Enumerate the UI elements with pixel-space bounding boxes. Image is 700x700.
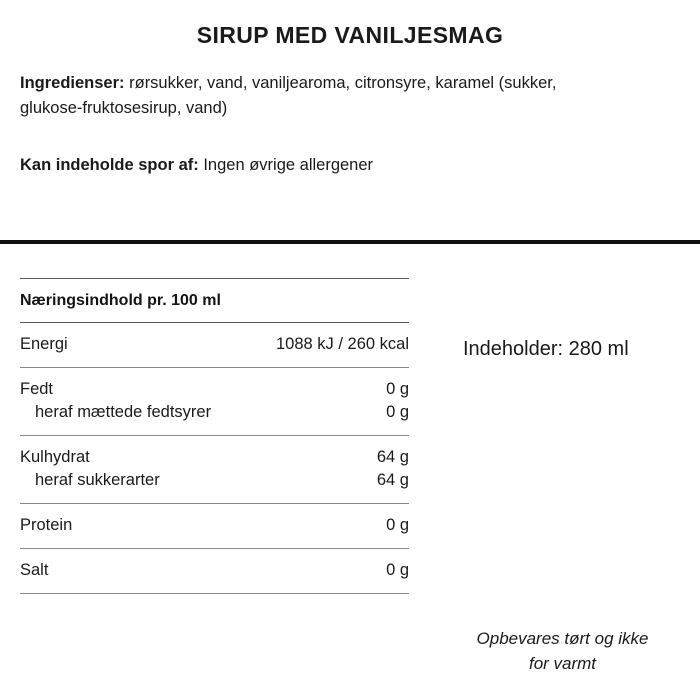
row-value-fat: 0 g xyxy=(386,380,409,398)
row-value-saturates: 0 g xyxy=(386,403,409,421)
table-rule-bottom xyxy=(20,593,409,594)
table-row xyxy=(20,335,409,354)
page-title: SIRUP MED VANILJESMAG xyxy=(196,22,504,48)
table-row xyxy=(20,380,409,399)
row-label-carbs: Kulhydrat xyxy=(20,448,90,466)
nutrition-group-energy xyxy=(20,323,409,367)
row-value-carbs: 64 g xyxy=(376,448,409,466)
ingredients-paragraph xyxy=(20,71,620,121)
ingredients-text: rørsukker, vand, vaniljearoma, citronsyre, karamel (sukker, glukose-fruktosesirup, vand) xyxy=(20,74,557,117)
ingredients-label: Ingredienser: xyxy=(20,74,125,92)
nutrition-group-fat xyxy=(20,368,409,435)
row-label-saturates: heraf mættede fedtsyrer xyxy=(35,403,212,421)
table-row xyxy=(20,448,409,467)
table-row xyxy=(20,471,409,490)
table-row xyxy=(20,403,409,422)
row-value-protein: 0 g xyxy=(386,516,409,534)
row-value-energy: 1088 kJ / 260 kcal xyxy=(276,335,409,353)
nutrition-group-salt xyxy=(20,549,409,593)
nutrition-table xyxy=(20,278,409,594)
net-volume-text: Indeholder: 280 ml xyxy=(463,338,629,360)
row-label-protein: Protein xyxy=(20,516,73,534)
allergen-label: Kan indeholde spor af: xyxy=(20,156,199,174)
table-row xyxy=(20,561,409,580)
row-label-energy: Energi xyxy=(20,335,68,353)
row-value-salt: 0 g xyxy=(386,561,409,579)
row-label-salt: Salt xyxy=(20,561,49,579)
storage-line-1: Opbevares tørt og ikke xyxy=(476,629,649,648)
table-row xyxy=(20,516,409,535)
storage-instructions xyxy=(440,626,685,676)
storage-line-2: for varmt xyxy=(528,654,597,673)
section-divider xyxy=(0,240,700,244)
nutrition-heading: Næringsindhold pr. 100 ml xyxy=(20,292,221,309)
nutrition-group-carbs xyxy=(20,436,409,503)
allergen-text: Ingen øvrige allergener xyxy=(198,156,374,174)
nutrition-group-protein xyxy=(20,504,409,548)
allergen-paragraph xyxy=(20,153,640,178)
row-label-fat: Fedt xyxy=(20,380,54,398)
row-label-sugars: heraf sukkerarter xyxy=(35,471,160,489)
row-value-sugars: 64 g xyxy=(376,471,409,489)
